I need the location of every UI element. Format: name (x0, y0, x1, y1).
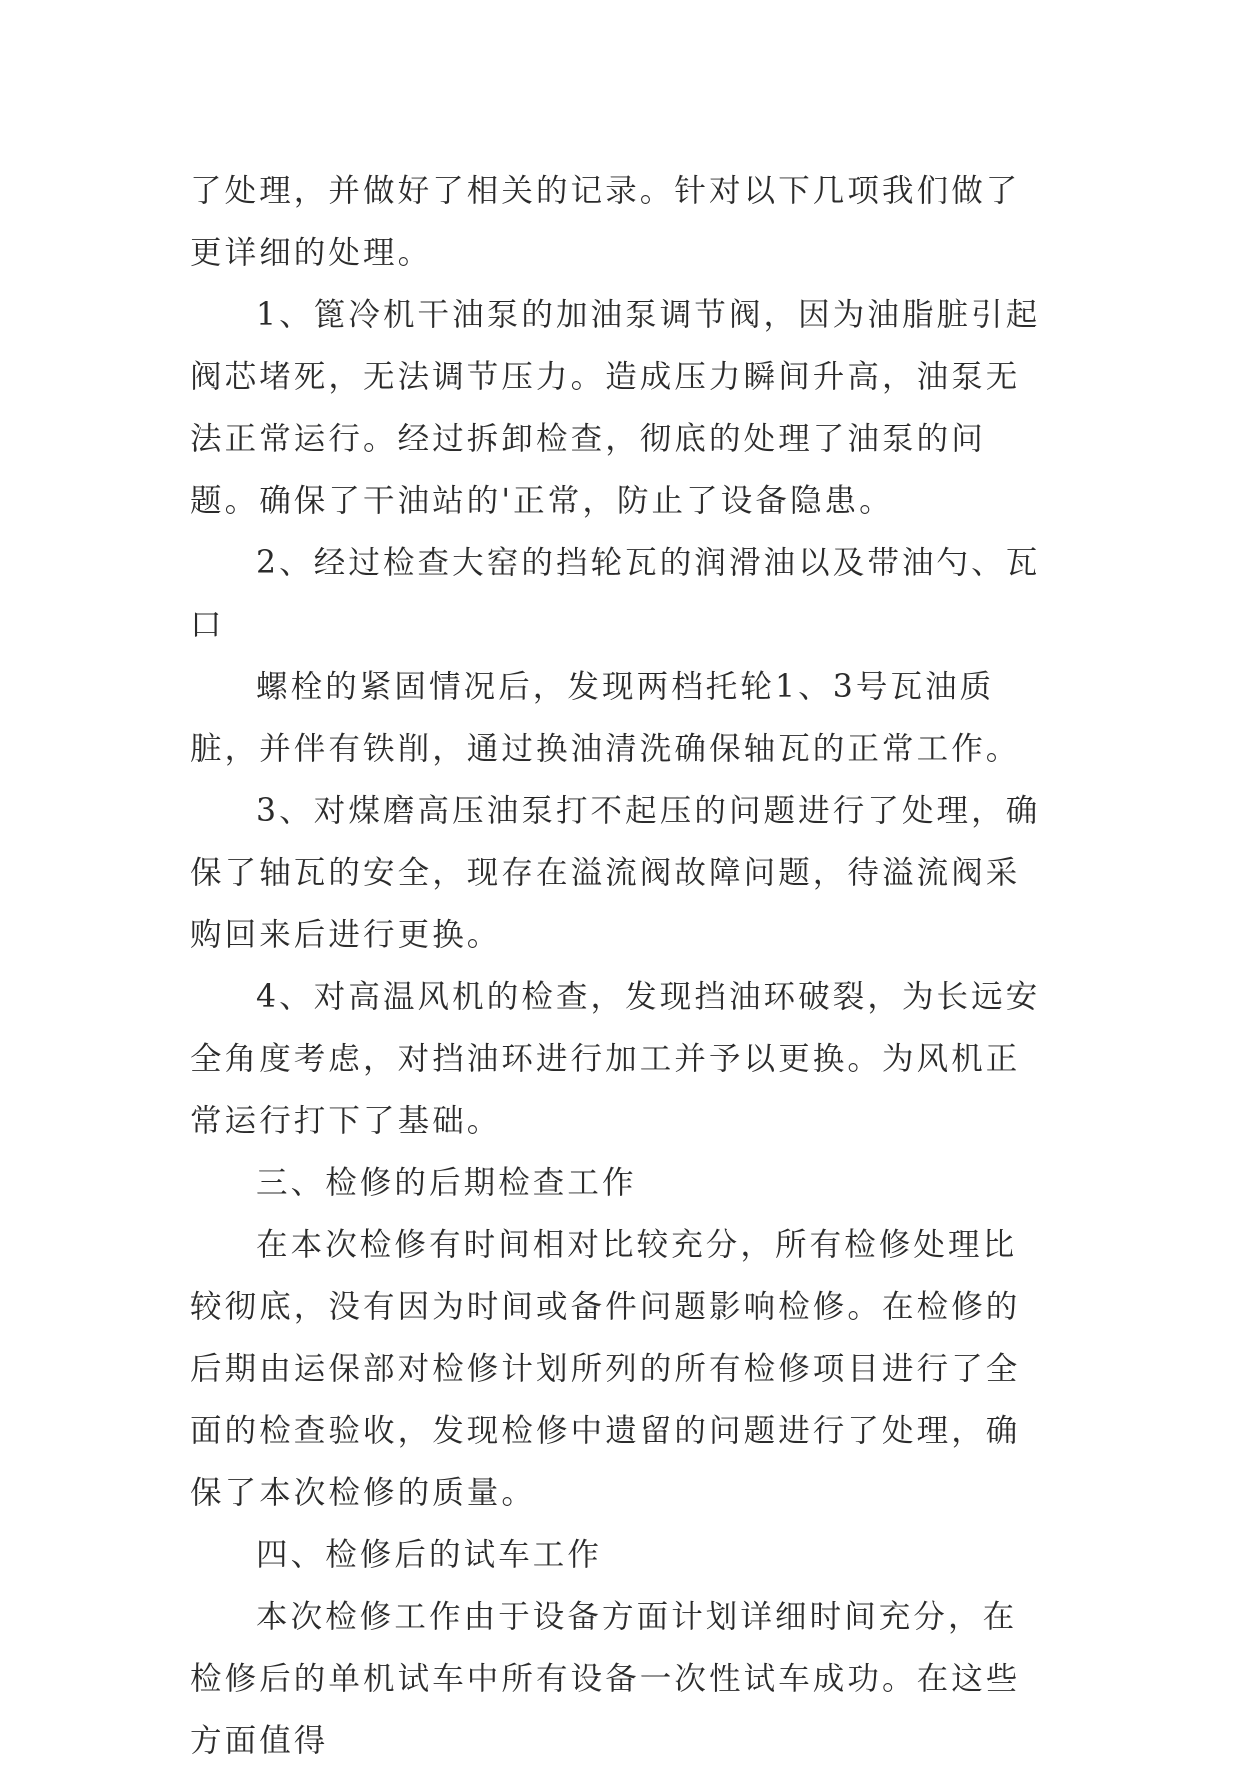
paragraph-continuation: 了处理，并做好了相关的记录。针对以下几项我们做了更详细的处理。 (190, 173, 1021, 271)
section-heading-4: 四、检修后的试车工作 (256, 1537, 603, 1573)
section-heading-3: 三、检修的后期检查工作 (256, 1165, 637, 1201)
paragraph-item-3: 3、对煤磨高压油泵打不起压的问题进行了处理，确保了轴瓦的安全，现存在溢流阀故障问题，待溢流阀采购回来后进行更换。 (190, 793, 1041, 953)
paragraph-section-4-body: 本次检修工作由于设备方面计划详细时间充分，在检修后的单机试车中所有设备一次性试车成功。在这些方面值得 (190, 1599, 1021, 1759)
document-body (190, 160, 1050, 1772)
paragraph-item-2: 2、经过检查大窑的挡轮瓦的润滑油以及带油勺、瓦口 (190, 545, 1041, 643)
paragraph-item-2-continued: 螺栓的紧固情况后，发现两档托轮1、3号瓦油质脏，并伴有铁削，通过换油清洗确保轴瓦的正常工作。 (190, 669, 1021, 767)
paragraph-item-1: 1、篦冷机干油泵的加油泵调节阀，因为油脂脏引起阀芯堵死，无法调节压力。造成压力瞬间升高，油泵无法正常运行。经过拆卸检查，彻底的处理了油泵的问题。确保了干油站的'正常，防止了设备隐患。 (190, 297, 1041, 519)
paragraph-item-4: 4、对高温风机的检查，发现挡油环破裂，为长远安全角度考虑，对挡油环进行加工并予以更换。为风机正常运行打下了基础。 (190, 979, 1041, 1139)
paragraph-section-3-body: 在本次检修有时间相对比较充分，所有检修处理比较彻底，没有因为时间或备件问题影响检修。在检修的后期由运保部对检修计划所列的所有检修项目进行了全面的检查验收，发现检修中遗留的问题进行了处理，确保了本次检修的质量。 (190, 1227, 1021, 1511)
